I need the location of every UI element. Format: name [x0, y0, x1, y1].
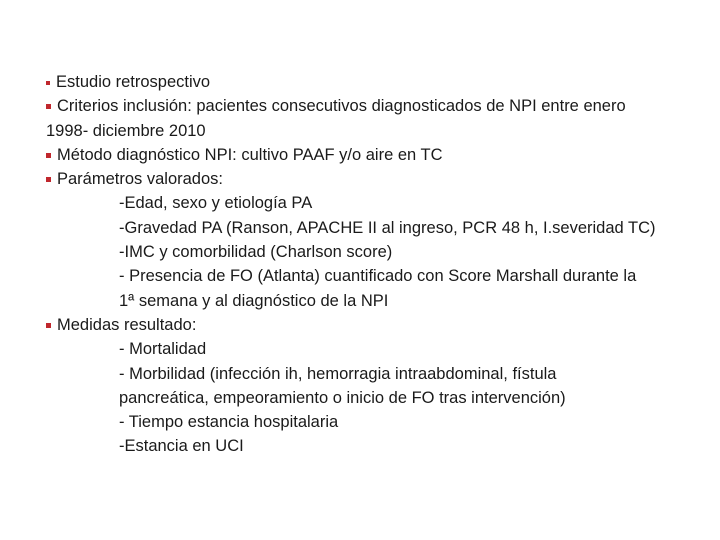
sub-item: 1ª semana y al diagnóstico de la NPI	[119, 291, 389, 310]
square-bullet-icon	[46, 153, 51, 158]
sub-item: - Presencia de FO (Atlanta) cuantificado con Score Marshall durante la	[119, 267, 637, 286]
bullet-item-method	[46, 143, 696, 167]
bullet-item-parameters	[46, 167, 696, 191]
sub-item: - Mortalidad	[119, 340, 207, 359]
slide-body	[46, 70, 696, 459]
bullet-text: Estudio retrospectivo	[56, 73, 211, 91]
bullet-item-criteria	[46, 94, 696, 118]
sub-item: -Gravedad PA (Ranson, APACHE II al ingreso, PCR 48 h, I.severidad TC)	[119, 218, 656, 237]
square-bullet-icon	[46, 177, 51, 182]
bullet-text: Criterios inclusión: pacientes consecutivos diagnosticados de NPI entre enero	[57, 97, 626, 116]
bullet-item-study	[46, 70, 696, 94]
square-bullet-icon	[46, 81, 50, 85]
bullet-item-outcomes	[46, 313, 696, 337]
sub-item: -Edad, sexo y etiología PA	[119, 194, 313, 213]
sub-item: -Estancia en UCI	[119, 437, 244, 456]
bullet-text: Medidas resultado:	[57, 315, 197, 334]
sub-item: -IMC y comorbilidad (Charlson score)	[119, 243, 393, 262]
square-bullet-icon	[46, 104, 51, 109]
bullet-text: Parámetros valorados:	[57, 170, 223, 189]
sub-item: - Morbilidad (infección ih, hemorragia intraabdominal, fístula	[119, 364, 557, 383]
bullet-text-continuation: 1998- diciembre 2010	[46, 121, 206, 140]
bullet-text: Método diagnóstico NPI: cultivo PAAF y/o aire en TC	[57, 145, 443, 164]
sub-item: - Tiempo estancia hospitalaria	[119, 413, 339, 432]
square-bullet-icon	[46, 323, 51, 328]
sub-item: pancreática, empeoramiento o inicio de FO tras intervención)	[119, 388, 566, 407]
